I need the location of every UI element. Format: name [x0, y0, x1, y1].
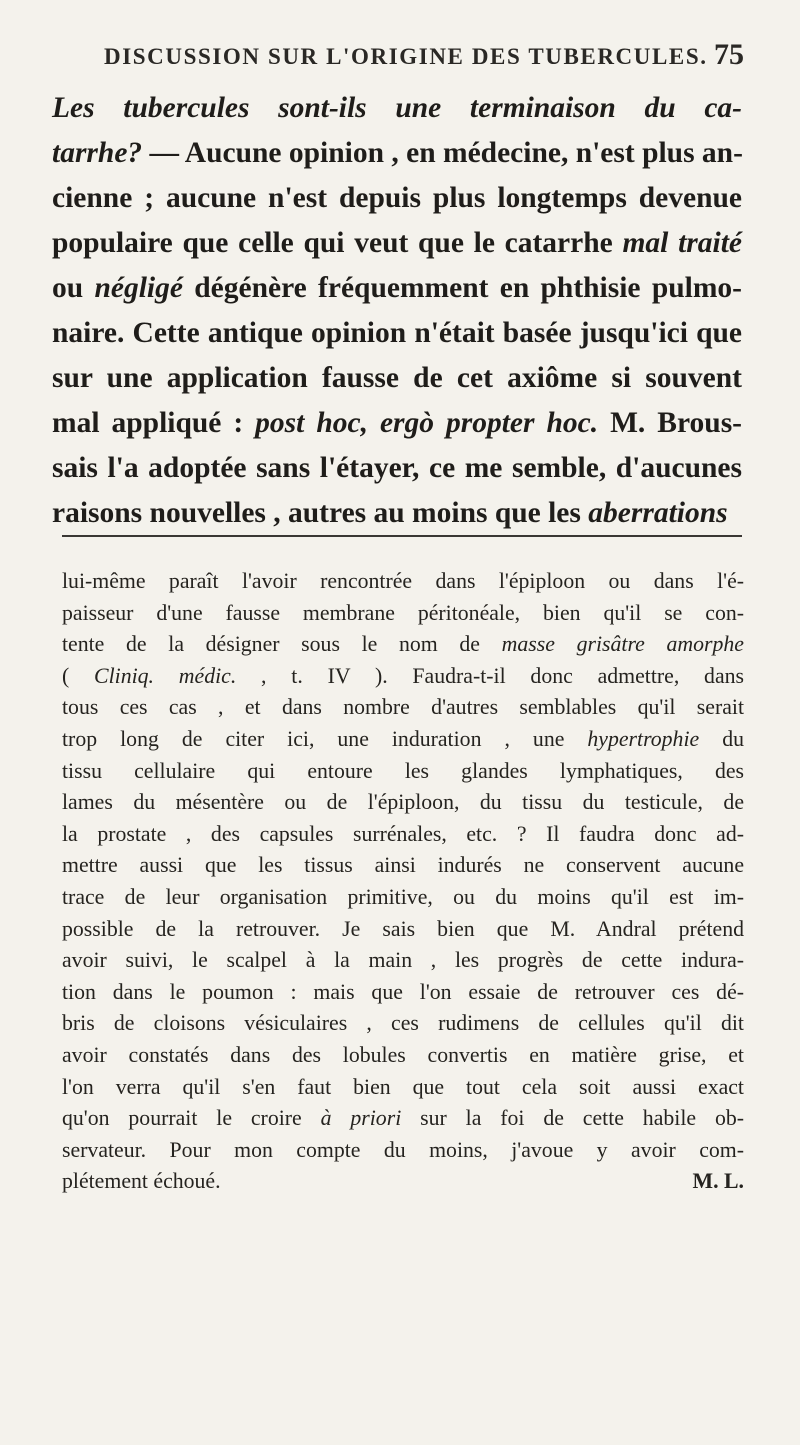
- footnote-line: tion dans le poumon : mais que l'on essaie de retrouver ces dé-: [62, 979, 744, 1004]
- text-line: sur une application fausse de cet axiôme si souvent: [52, 362, 742, 394]
- main-text: [52, 86, 742, 536]
- text-line: tarrhe? — Aucune opinion , en médecine, n'est plus an-: [52, 137, 743, 169]
- text-line: naire. Cette antique opinion n'était basée jusqu'ici que: [52, 317, 742, 349]
- footnote-line: la prostate , des capsules surrénales, etc. ? Il faudra donc ad-: [62, 821, 744, 846]
- text-line: populaire que celle qui veut que le catarrhe mal traité: [52, 227, 742, 259]
- text-line: Les tubercules sont-ils une terminaison du ca-: [52, 92, 742, 124]
- text-line: sais l'a adoptée sans l'étayer, ce me semble, d'aucunes: [52, 452, 742, 484]
- footnote-separator: [62, 535, 742, 537]
- footnote-line: l'on verra qu'il s'en faut bien que tout cela soit aussi exact: [62, 1074, 744, 1099]
- running-title: DISCUSSION SUR L'ORIGINE DES TUBERCULES.: [104, 44, 708, 69]
- footnote-line: ( Cliniq. médic. , t. IV ). Faudra-t-il donc admettre, dans: [62, 663, 744, 688]
- footnote-line: lui-même paraît l'avoir rencontrée dans l'épiploon ou dans l'é-: [62, 569, 744, 593]
- footnote-line: possible de la retrouver. Je sais bien que M. Andral prétend: [62, 916, 744, 941]
- footnote-line: plétement échoué. M. L.: [62, 1166, 744, 1198]
- footnote-line: servateur. Pour mon compte du moins, j'avoue y avoir com-: [62, 1137, 744, 1162]
- text-line: mal appliqué : post hoc, ergò propter hoc. M. Brous-: [52, 407, 742, 439]
- footnote-signature: M. L.: [692, 1169, 744, 1194]
- footnote-line: avoir suivi, le scalpel à la main , les progrès de cette indura-: [62, 948, 744, 973]
- text-line: cienne ; aucune n'est depuis plus longtemps devenue: [52, 182, 742, 214]
- footnote-line: trace de leur organisation primitive, ou du moins qu'il est im-: [62, 884, 744, 909]
- running-header: [104, 38, 744, 71]
- text-line: ou négligé dégénère fréquemment en phthisie pulmo-: [52, 272, 742, 304]
- footnote: [62, 566, 744, 1198]
- footnote-line: mettre aussi que les tissus ainsi indurés ne conservent aucune: [62, 853, 744, 878]
- page-number: 75: [714, 38, 744, 71]
- footnote-line: qu'on pourrait le croire à priori sur la foi de cette habile ob-: [62, 1106, 744, 1131]
- text-line: raisons nouvelles , autres au moins que les aberrations: [52, 497, 728, 529]
- footnote-line: tissu cellulaire qui entoure les glandes lymphatiques, des: [62, 758, 744, 783]
- footnote-line: paisseur d'une fausse membrane péritonéale, bien qu'il se con-: [62, 600, 744, 625]
- footnote-line: tous ces cas , et dans nombre d'autres semblables qu'il serait: [62, 695, 744, 720]
- footnote-line: bris de cloisons vésiculaires , ces rudimens de cellules qu'il dit: [62, 1011, 744, 1036]
- footnote-line: trop long de citer ici, une induration , une hypertrophie du: [62, 726, 745, 751]
- footnote-line: avoir constatés dans des lobules convertis en matière grise, et: [62, 1042, 744, 1067]
- footnote-line: tente de la désigner sous le nom de masse grisâtre amorphe: [62, 632, 744, 657]
- footnote-line: lames du mésentère ou de l'épiploon, du tissu du testicule, de: [62, 790, 744, 815]
